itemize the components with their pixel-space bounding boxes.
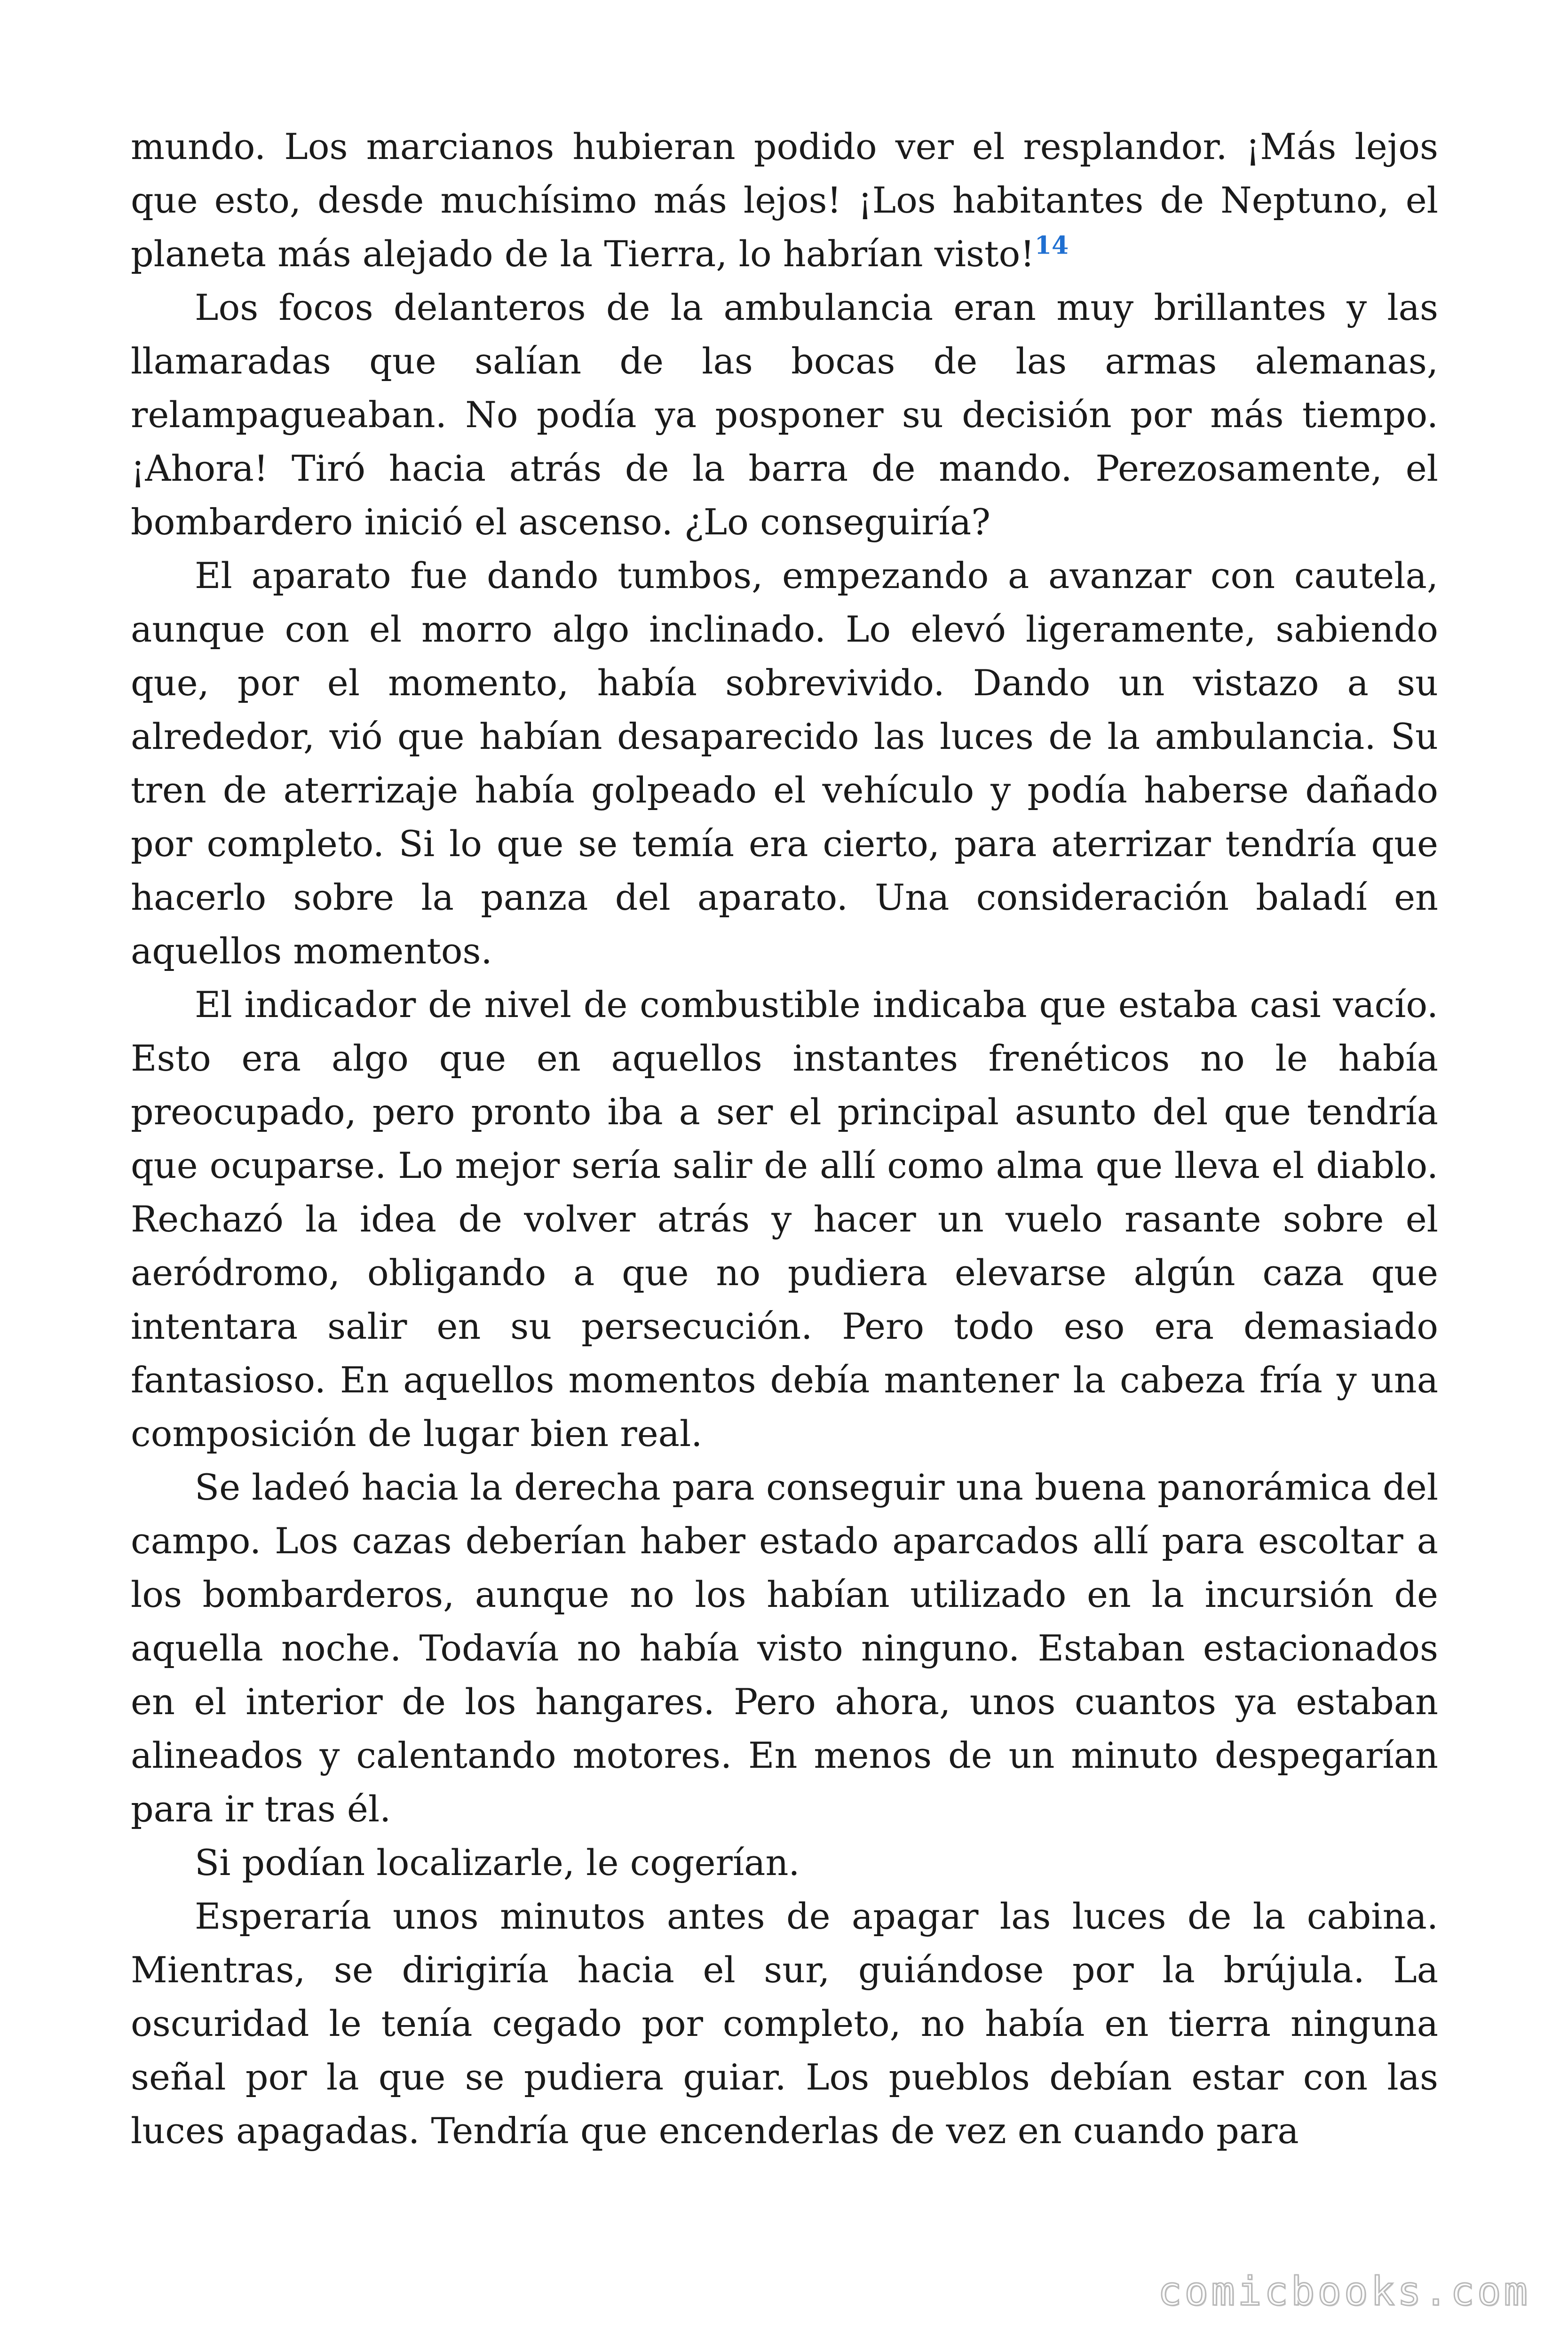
- paragraph-2: Los focos delanteros de la ambulancia eran muy brillantes y las llamaradas que salían de las bocas de las armas alemanas, relampagueaban. No podía ya posponer su decisión por más tiempo. ¡Ahora! Tiró hacia atrás de la barra de mando. Perezosamente, el bombardero inició el ascenso. ¿Lo conseguiría?: [131, 286, 1438, 543]
- footnote-link[interactable]: 14: [1034, 231, 1069, 260]
- paragraph-3: El aparato fue dando tumbos, empezando a avanzar con cautela, aunque con el morro algo inclinado. Lo elevó ligeramente, sabiendo que, por el momento, había sobrevivido. Dando un vistazo a su alrededor, vió que habían desaparecido las luces de la ambulancia. Su tren de aterrizaje había golpeado el vehículo y podía haberse dañado por completo. Si lo que se temía era cierto, para aterrizar tendría que hacerlo sobre la panza del aparato. Una consideración baladí en aquellos momentos.: [131, 555, 1438, 972]
- paragraph-4: El indicador de nivel de combustible indicaba que estaba casi vacío. Esto era algo que en aquellos instantes frenéticos no le había preocupado, pero pronto iba a ser el principal asunto del que tendría que ocuparse. Lo mejor sería salir de allí como alma que lleva el diablo. Rechazó la idea de volver atrás y hacer un vuelo rasante sobre el aeródromo, obligando a que no pudiera elevarse algún caza que intentara salir en su persecución. Pero todo eso era demasiado fantasioso. En aquellos momentos debía mantener la cabeza fría y una composición de lugar bien real.: [131, 984, 1438, 1454]
- paragraph-6: Si podían localizarle, le cogerían.: [195, 1842, 800, 1883]
- paragraph-5: Se ladeó hacia la derecha para conseguir una buena panorámica del campo. Los cazas deberían haber estado aparcados allí para escoltar a los bombarderos, aunque no los habían utilizado en la incursión de aquella noche. Todavía no había visto ninguno. Estaban estacionados en el interior de los hangares. Pero ahora, unos cuantos ya estaban alineados y calentando motores. En menos de un minuto despegarían para ir tras él.: [131, 1466, 1438, 1830]
- body-text: [131, 120, 1438, 2158]
- paragraph-1: [131, 120, 1438, 281]
- paragraph-7: Esperaría unos minutos antes de apagar las luces de la cabina. Mientras, se dirigiría hacia el sur, guiándose por la brújula. La oscuridad le tenía cegado por completo, no había en tierra ninguna señal por la que se pudiera guiar. Los pueblos debían estar con las luces apagadas. Tendría que encenderlas de vez en cuando para: [131, 1895, 1438, 2152]
- paragraph-1-text: mundo. Los marcianos hubieran podido ver el resplandor. ¡Más lejos que esto, desde muchísimo más lejos! ¡Los habitantes de Neptuno, el planeta más alejado de la Tierra, lo habrían visto!: [131, 126, 1438, 275]
- site-watermark: comicbooks.com: [1157, 2268, 1530, 2314]
